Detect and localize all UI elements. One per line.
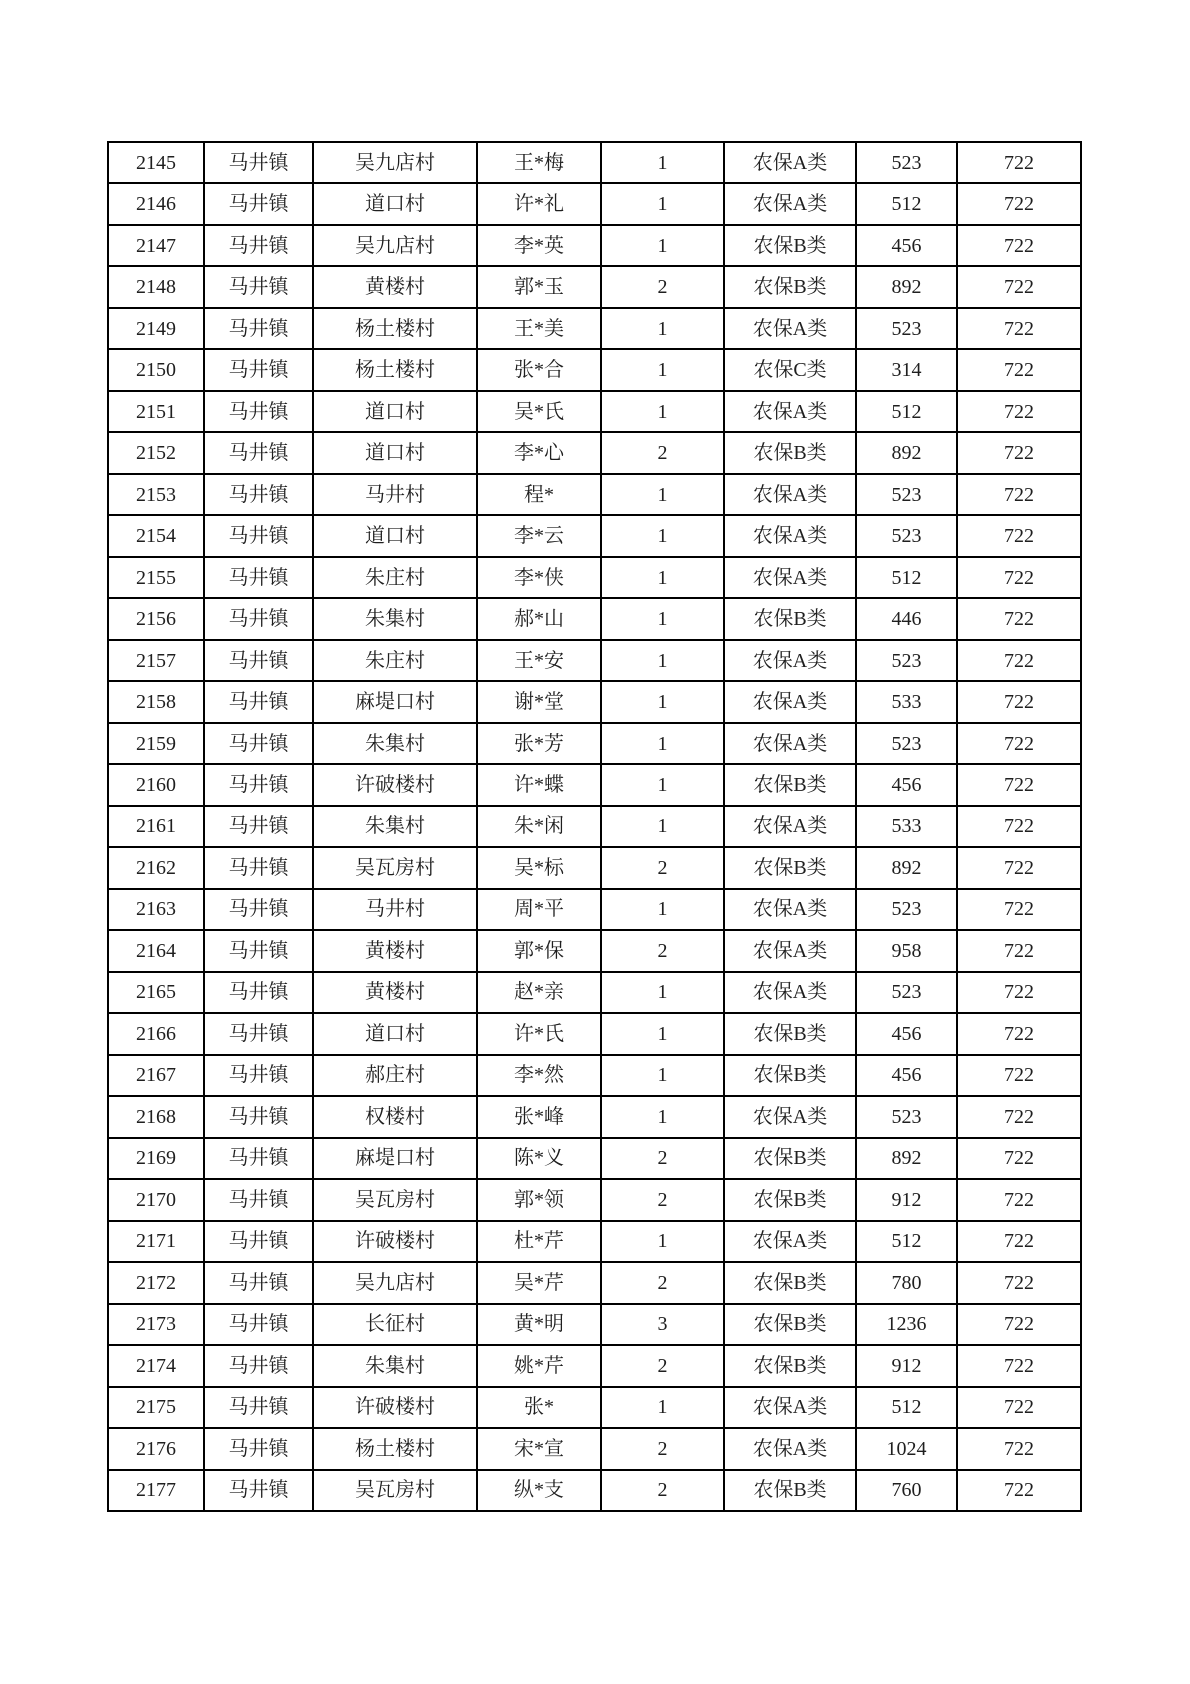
serial-number-cell: 2161 bbox=[108, 806, 204, 847]
amount-cell: 314 bbox=[856, 349, 957, 390]
person-name-cell: 吴*标 bbox=[477, 847, 601, 888]
amount-cell: 760 bbox=[856, 1470, 957, 1512]
standard-amount-cell: 722 bbox=[957, 1428, 1081, 1469]
town-cell: 马井镇 bbox=[204, 1221, 313, 1262]
person-name-cell: 纵*支 bbox=[477, 1470, 601, 1512]
table-row bbox=[108, 557, 1081, 598]
table-row bbox=[108, 889, 1081, 930]
amount-cell: 512 bbox=[856, 1221, 957, 1262]
standard-amount-cell: 722 bbox=[957, 972, 1081, 1013]
standard-amount-cell: 722 bbox=[957, 349, 1081, 390]
insurance-category-cell: 农保A类 bbox=[724, 1387, 856, 1428]
people-count-cell: 2 bbox=[601, 1428, 724, 1469]
serial-number-cell: 2174 bbox=[108, 1345, 204, 1386]
town-cell: 马井镇 bbox=[204, 1387, 313, 1428]
insurance-category-cell: 农保A类 bbox=[724, 723, 856, 764]
insurance-category-cell: 农保B类 bbox=[724, 1345, 856, 1386]
standard-amount-cell: 722 bbox=[957, 308, 1081, 349]
amount-cell: 912 bbox=[856, 1345, 957, 1386]
table-row bbox=[108, 225, 1081, 266]
standard-amount-cell: 722 bbox=[957, 1387, 1081, 1428]
village-cell: 道口村 bbox=[313, 183, 477, 224]
table-row bbox=[108, 806, 1081, 847]
town-cell: 马井镇 bbox=[204, 515, 313, 556]
town-cell: 马井镇 bbox=[204, 432, 313, 473]
people-count-cell: 1 bbox=[601, 806, 724, 847]
amount-cell: 523 bbox=[856, 640, 957, 681]
table-row bbox=[108, 930, 1081, 971]
serial-number-cell: 2145 bbox=[108, 142, 204, 183]
insurance-category-cell: 农保A类 bbox=[724, 889, 856, 930]
serial-number-cell: 2156 bbox=[108, 598, 204, 639]
village-cell: 杨土楼村 bbox=[313, 349, 477, 390]
amount-cell: 456 bbox=[856, 1013, 957, 1054]
standard-amount-cell: 722 bbox=[957, 889, 1081, 930]
village-cell: 吴瓦房村 bbox=[313, 847, 477, 888]
people-count-cell: 1 bbox=[601, 557, 724, 598]
table-row bbox=[108, 391, 1081, 432]
town-cell: 马井镇 bbox=[204, 640, 313, 681]
serial-number-cell: 2158 bbox=[108, 681, 204, 722]
village-cell: 郝庄村 bbox=[313, 1055, 477, 1096]
table-row bbox=[108, 640, 1081, 681]
person-name-cell: 朱*闲 bbox=[477, 806, 601, 847]
table-row bbox=[108, 1221, 1081, 1262]
amount-cell: 892 bbox=[856, 1138, 957, 1179]
standard-amount-cell: 722 bbox=[957, 764, 1081, 805]
people-count-cell: 2 bbox=[601, 1345, 724, 1386]
village-cell: 道口村 bbox=[313, 1013, 477, 1054]
person-name-cell: 郝*山 bbox=[477, 598, 601, 639]
insurance-category-cell: 农保B类 bbox=[724, 1262, 856, 1303]
table-row bbox=[108, 764, 1081, 805]
village-cell: 黄楼村 bbox=[313, 930, 477, 971]
standard-amount-cell: 722 bbox=[957, 1013, 1081, 1054]
serial-number-cell: 2149 bbox=[108, 308, 204, 349]
standard-amount-cell: 722 bbox=[957, 598, 1081, 639]
people-count-cell: 1 bbox=[601, 474, 724, 515]
table-row bbox=[108, 308, 1081, 349]
person-name-cell: 杜*芹 bbox=[477, 1221, 601, 1262]
insurance-category-cell: 农保A类 bbox=[724, 391, 856, 432]
amount-cell: 958 bbox=[856, 930, 957, 971]
insurance-category-cell: 农保B类 bbox=[724, 432, 856, 473]
village-cell: 麻堤口村 bbox=[313, 681, 477, 722]
serial-number-cell: 2172 bbox=[108, 1262, 204, 1303]
insurance-category-cell: 农保B类 bbox=[724, 1013, 856, 1054]
town-cell: 马井镇 bbox=[204, 681, 313, 722]
standard-amount-cell: 722 bbox=[957, 183, 1081, 224]
people-count-cell: 3 bbox=[601, 1304, 724, 1345]
serial-number-cell: 2148 bbox=[108, 266, 204, 307]
standard-amount-cell: 722 bbox=[957, 1262, 1081, 1303]
person-name-cell: 黄*明 bbox=[477, 1304, 601, 1345]
serial-number-cell: 2154 bbox=[108, 515, 204, 556]
table-row bbox=[108, 1345, 1081, 1386]
village-cell: 朱庄村 bbox=[313, 640, 477, 681]
village-cell: 许破楼村 bbox=[313, 1221, 477, 1262]
amount-cell: 523 bbox=[856, 1096, 957, 1137]
town-cell: 马井镇 bbox=[204, 142, 313, 183]
person-name-cell: 吴*芹 bbox=[477, 1262, 601, 1303]
standard-amount-cell: 722 bbox=[957, 432, 1081, 473]
standard-amount-cell: 722 bbox=[957, 142, 1081, 183]
table-row bbox=[108, 1179, 1081, 1220]
insurance-category-cell: 农保A类 bbox=[724, 640, 856, 681]
village-cell: 麻堤口村 bbox=[313, 1138, 477, 1179]
serial-number-cell: 2176 bbox=[108, 1428, 204, 1469]
person-name-cell: 张* bbox=[477, 1387, 601, 1428]
insurance-category-cell: 农保B类 bbox=[724, 847, 856, 888]
village-cell: 马井村 bbox=[313, 474, 477, 515]
town-cell: 马井镇 bbox=[204, 847, 313, 888]
town-cell: 马井镇 bbox=[204, 225, 313, 266]
standard-amount-cell: 722 bbox=[957, 640, 1081, 681]
amount-cell: 533 bbox=[856, 681, 957, 722]
village-cell: 朱集村 bbox=[313, 723, 477, 764]
people-count-cell: 2 bbox=[601, 1138, 724, 1179]
people-count-cell: 2 bbox=[601, 1179, 724, 1220]
serial-number-cell: 2166 bbox=[108, 1013, 204, 1054]
people-count-cell: 1 bbox=[601, 142, 724, 183]
person-name-cell: 许*氏 bbox=[477, 1013, 601, 1054]
standard-amount-cell: 722 bbox=[957, 391, 1081, 432]
table-row bbox=[108, 598, 1081, 639]
insurance-category-cell: 农保A类 bbox=[724, 474, 856, 515]
table-row bbox=[108, 1055, 1081, 1096]
standard-amount-cell: 722 bbox=[957, 1345, 1081, 1386]
people-count-cell: 1 bbox=[601, 640, 724, 681]
person-name-cell: 吴*氏 bbox=[477, 391, 601, 432]
insurance-category-cell: 农保B类 bbox=[724, 1138, 856, 1179]
serial-number-cell: 2146 bbox=[108, 183, 204, 224]
insurance-category-cell: 农保A类 bbox=[724, 308, 856, 349]
insurance-category-cell: 农保A类 bbox=[724, 1221, 856, 1262]
people-count-cell: 1 bbox=[601, 598, 724, 639]
village-cell: 吴九店村 bbox=[313, 1262, 477, 1303]
village-cell: 杨土楼村 bbox=[313, 308, 477, 349]
standard-amount-cell: 722 bbox=[957, 1055, 1081, 1096]
table-row bbox=[108, 972, 1081, 1013]
person-name-cell: 赵*亲 bbox=[477, 972, 601, 1013]
town-cell: 马井镇 bbox=[204, 183, 313, 224]
people-count-cell: 2 bbox=[601, 1470, 724, 1512]
town-cell: 马井镇 bbox=[204, 1179, 313, 1220]
serial-number-cell: 2173 bbox=[108, 1304, 204, 1345]
person-name-cell: 王*安 bbox=[477, 640, 601, 681]
amount-cell: 892 bbox=[856, 266, 957, 307]
standard-amount-cell: 722 bbox=[957, 515, 1081, 556]
standard-amount-cell: 722 bbox=[957, 681, 1081, 722]
table-row bbox=[108, 349, 1081, 390]
people-count-cell: 2 bbox=[601, 1262, 724, 1303]
insurance-category-cell: 农保B类 bbox=[724, 225, 856, 266]
town-cell: 马井镇 bbox=[204, 723, 313, 764]
insurance-category-cell: 农保B类 bbox=[724, 764, 856, 805]
amount-cell: 456 bbox=[856, 225, 957, 266]
pension-payment-table bbox=[107, 141, 1082, 1512]
serial-number-cell: 2155 bbox=[108, 557, 204, 598]
village-cell: 许破楼村 bbox=[313, 764, 477, 805]
serial-number-cell: 2177 bbox=[108, 1470, 204, 1512]
people-count-cell: 1 bbox=[601, 183, 724, 224]
table-row bbox=[108, 1387, 1081, 1428]
amount-cell: 512 bbox=[856, 183, 957, 224]
people-count-cell: 1 bbox=[601, 1096, 724, 1137]
person-name-cell: 张*合 bbox=[477, 349, 601, 390]
town-cell: 马井镇 bbox=[204, 972, 313, 1013]
serial-number-cell: 2169 bbox=[108, 1138, 204, 1179]
insurance-category-cell: 农保A类 bbox=[724, 930, 856, 971]
village-cell: 黄楼村 bbox=[313, 266, 477, 307]
people-count-cell: 1 bbox=[601, 889, 724, 930]
amount-cell: 523 bbox=[856, 142, 957, 183]
people-count-cell: 1 bbox=[601, 681, 724, 722]
town-cell: 马井镇 bbox=[204, 930, 313, 971]
serial-number-cell: 2150 bbox=[108, 349, 204, 390]
person-name-cell: 李*侠 bbox=[477, 557, 601, 598]
standard-amount-cell: 722 bbox=[957, 557, 1081, 598]
person-name-cell: 程* bbox=[477, 474, 601, 515]
person-name-cell: 谢*堂 bbox=[477, 681, 601, 722]
person-name-cell: 张*峰 bbox=[477, 1096, 601, 1137]
village-cell: 朱集村 bbox=[313, 1345, 477, 1386]
insurance-category-cell: 农保A类 bbox=[724, 681, 856, 722]
insurance-category-cell: 农保A类 bbox=[724, 557, 856, 598]
amount-cell: 523 bbox=[856, 889, 957, 930]
serial-number-cell: 2162 bbox=[108, 847, 204, 888]
table-row bbox=[108, 1470, 1081, 1512]
person-name-cell: 郭*玉 bbox=[477, 266, 601, 307]
amount-cell: 446 bbox=[856, 598, 957, 639]
insurance-category-cell: 农保B类 bbox=[724, 1179, 856, 1220]
standard-amount-cell: 722 bbox=[957, 225, 1081, 266]
amount-cell: 512 bbox=[856, 1387, 957, 1428]
serial-number-cell: 2151 bbox=[108, 391, 204, 432]
town-cell: 马井镇 bbox=[204, 1345, 313, 1386]
people-count-cell: 1 bbox=[601, 972, 724, 1013]
town-cell: 马井镇 bbox=[204, 1055, 313, 1096]
village-cell: 杨土楼村 bbox=[313, 1428, 477, 1469]
table-row bbox=[108, 474, 1081, 515]
standard-amount-cell: 722 bbox=[957, 806, 1081, 847]
insurance-category-cell: 农保A类 bbox=[724, 142, 856, 183]
insurance-category-cell: 农保A类 bbox=[724, 806, 856, 847]
person-name-cell: 张*芳 bbox=[477, 723, 601, 764]
town-cell: 马井镇 bbox=[204, 557, 313, 598]
person-name-cell: 许*礼 bbox=[477, 183, 601, 224]
amount-cell: 1236 bbox=[856, 1304, 957, 1345]
table-row bbox=[108, 723, 1081, 764]
town-cell: 马井镇 bbox=[204, 1470, 313, 1512]
serial-number-cell: 2152 bbox=[108, 432, 204, 473]
people-count-cell: 2 bbox=[601, 847, 724, 888]
town-cell: 马井镇 bbox=[204, 266, 313, 307]
town-cell: 马井镇 bbox=[204, 391, 313, 432]
town-cell: 马井镇 bbox=[204, 308, 313, 349]
insurance-category-cell: 农保A类 bbox=[724, 1096, 856, 1137]
village-cell: 许破楼村 bbox=[313, 1387, 477, 1428]
serial-number-cell: 2168 bbox=[108, 1096, 204, 1137]
village-cell: 马井村 bbox=[313, 889, 477, 930]
insurance-category-cell: 农保B类 bbox=[724, 598, 856, 639]
person-name-cell: 郭*保 bbox=[477, 930, 601, 971]
person-name-cell: 李*心 bbox=[477, 432, 601, 473]
pension-table-body bbox=[108, 142, 1081, 1511]
amount-cell: 892 bbox=[856, 847, 957, 888]
serial-number-cell: 2164 bbox=[108, 930, 204, 971]
village-cell: 黄楼村 bbox=[313, 972, 477, 1013]
people-count-cell: 1 bbox=[601, 308, 724, 349]
standard-amount-cell: 722 bbox=[957, 930, 1081, 971]
standard-amount-cell: 722 bbox=[957, 1179, 1081, 1220]
serial-number-cell: 2165 bbox=[108, 972, 204, 1013]
person-name-cell: 陈*义 bbox=[477, 1138, 601, 1179]
serial-number-cell: 2160 bbox=[108, 764, 204, 805]
town-cell: 马井镇 bbox=[204, 349, 313, 390]
village-cell: 道口村 bbox=[313, 432, 477, 473]
person-name-cell: 周*平 bbox=[477, 889, 601, 930]
people-count-cell: 1 bbox=[601, 515, 724, 556]
insurance-category-cell: 农保B类 bbox=[724, 1470, 856, 1512]
amount-cell: 523 bbox=[856, 972, 957, 1013]
person-name-cell: 姚*芹 bbox=[477, 1345, 601, 1386]
table-row bbox=[108, 681, 1081, 722]
person-name-cell: 李*英 bbox=[477, 225, 601, 266]
amount-cell: 533 bbox=[856, 806, 957, 847]
people-count-cell: 2 bbox=[601, 930, 724, 971]
person-name-cell: 郭*领 bbox=[477, 1179, 601, 1220]
standard-amount-cell: 722 bbox=[957, 1304, 1081, 1345]
village-cell: 吴九店村 bbox=[313, 225, 477, 266]
amount-cell: 456 bbox=[856, 1055, 957, 1096]
person-name-cell: 李*云 bbox=[477, 515, 601, 556]
insurance-category-cell: 农保A类 bbox=[724, 515, 856, 556]
serial-number-cell: 2171 bbox=[108, 1221, 204, 1262]
town-cell: 马井镇 bbox=[204, 889, 313, 930]
table-row bbox=[108, 847, 1081, 888]
amount-cell: 1024 bbox=[856, 1428, 957, 1469]
serial-number-cell: 2159 bbox=[108, 723, 204, 764]
people-count-cell: 1 bbox=[601, 225, 724, 266]
person-name-cell: 王*美 bbox=[477, 308, 601, 349]
town-cell: 马井镇 bbox=[204, 1304, 313, 1345]
village-cell: 道口村 bbox=[313, 515, 477, 556]
town-cell: 马井镇 bbox=[204, 474, 313, 515]
amount-cell: 523 bbox=[856, 308, 957, 349]
people-count-cell: 1 bbox=[601, 764, 724, 805]
people-count-cell: 1 bbox=[601, 723, 724, 764]
table-row bbox=[108, 1304, 1081, 1345]
village-cell: 朱庄村 bbox=[313, 557, 477, 598]
serial-number-cell: 2163 bbox=[108, 889, 204, 930]
person-name-cell: 许*蝶 bbox=[477, 764, 601, 805]
standard-amount-cell: 722 bbox=[957, 1221, 1081, 1262]
amount-cell: 512 bbox=[856, 391, 957, 432]
standard-amount-cell: 722 bbox=[957, 1470, 1081, 1512]
village-cell: 权楼村 bbox=[313, 1096, 477, 1137]
table-row bbox=[108, 1096, 1081, 1137]
people-count-cell: 2 bbox=[601, 432, 724, 473]
town-cell: 马井镇 bbox=[204, 806, 313, 847]
table-row bbox=[108, 1013, 1081, 1054]
town-cell: 马井镇 bbox=[204, 1013, 313, 1054]
insurance-category-cell: 农保C类 bbox=[724, 349, 856, 390]
serial-number-cell: 2170 bbox=[108, 1179, 204, 1220]
town-cell: 马井镇 bbox=[204, 598, 313, 639]
person-name-cell: 宋*宣 bbox=[477, 1428, 601, 1469]
serial-number-cell: 2167 bbox=[108, 1055, 204, 1096]
standard-amount-cell: 722 bbox=[957, 266, 1081, 307]
people-count-cell: 2 bbox=[601, 266, 724, 307]
amount-cell: 912 bbox=[856, 1179, 957, 1220]
table-row bbox=[108, 183, 1081, 224]
amount-cell: 523 bbox=[856, 515, 957, 556]
table-row bbox=[108, 1262, 1081, 1303]
town-cell: 马井镇 bbox=[204, 1262, 313, 1303]
people-count-cell: 1 bbox=[601, 1013, 724, 1054]
village-cell: 道口村 bbox=[313, 391, 477, 432]
standard-amount-cell: 722 bbox=[957, 1096, 1081, 1137]
table-row bbox=[108, 432, 1081, 473]
insurance-category-cell: 农保A类 bbox=[724, 183, 856, 224]
serial-number-cell: 2153 bbox=[108, 474, 204, 515]
amount-cell: 456 bbox=[856, 764, 957, 805]
town-cell: 马井镇 bbox=[204, 1096, 313, 1137]
insurance-category-cell: 农保A类 bbox=[724, 972, 856, 1013]
people-count-cell: 1 bbox=[601, 349, 724, 390]
table-row bbox=[108, 1138, 1081, 1179]
serial-number-cell: 2157 bbox=[108, 640, 204, 681]
village-cell: 吴瓦房村 bbox=[313, 1179, 477, 1220]
amount-cell: 892 bbox=[856, 432, 957, 473]
table-row bbox=[108, 515, 1081, 556]
insurance-category-cell: 农保B类 bbox=[724, 1304, 856, 1345]
insurance-category-cell: 农保A类 bbox=[724, 1428, 856, 1469]
amount-cell: 780 bbox=[856, 1262, 957, 1303]
people-count-cell: 1 bbox=[601, 1055, 724, 1096]
village-cell: 朱集村 bbox=[313, 806, 477, 847]
town-cell: 马井镇 bbox=[204, 1138, 313, 1179]
standard-amount-cell: 722 bbox=[957, 1138, 1081, 1179]
amount-cell: 512 bbox=[856, 557, 957, 598]
town-cell: 马井镇 bbox=[204, 1428, 313, 1469]
insurance-category-cell: 农保B类 bbox=[724, 1055, 856, 1096]
person-name-cell: 王*梅 bbox=[477, 142, 601, 183]
village-cell: 朱集村 bbox=[313, 598, 477, 639]
village-cell: 吴瓦房村 bbox=[313, 1470, 477, 1512]
amount-cell: 523 bbox=[856, 474, 957, 515]
people-count-cell: 1 bbox=[601, 391, 724, 432]
town-cell: 马井镇 bbox=[204, 764, 313, 805]
standard-amount-cell: 722 bbox=[957, 723, 1081, 764]
table-row bbox=[108, 266, 1081, 307]
people-count-cell: 1 bbox=[601, 1221, 724, 1262]
standard-amount-cell: 722 bbox=[957, 474, 1081, 515]
village-cell: 长征村 bbox=[313, 1304, 477, 1345]
table-row bbox=[108, 1428, 1081, 1469]
standard-amount-cell: 722 bbox=[957, 847, 1081, 888]
insurance-category-cell: 农保B类 bbox=[724, 266, 856, 307]
village-cell: 吴九店村 bbox=[313, 142, 477, 183]
people-count-cell: 1 bbox=[601, 1387, 724, 1428]
amount-cell: 523 bbox=[856, 723, 957, 764]
serial-number-cell: 2175 bbox=[108, 1387, 204, 1428]
serial-number-cell: 2147 bbox=[108, 225, 204, 266]
person-name-cell: 李*然 bbox=[477, 1055, 601, 1096]
table-row bbox=[108, 142, 1081, 183]
